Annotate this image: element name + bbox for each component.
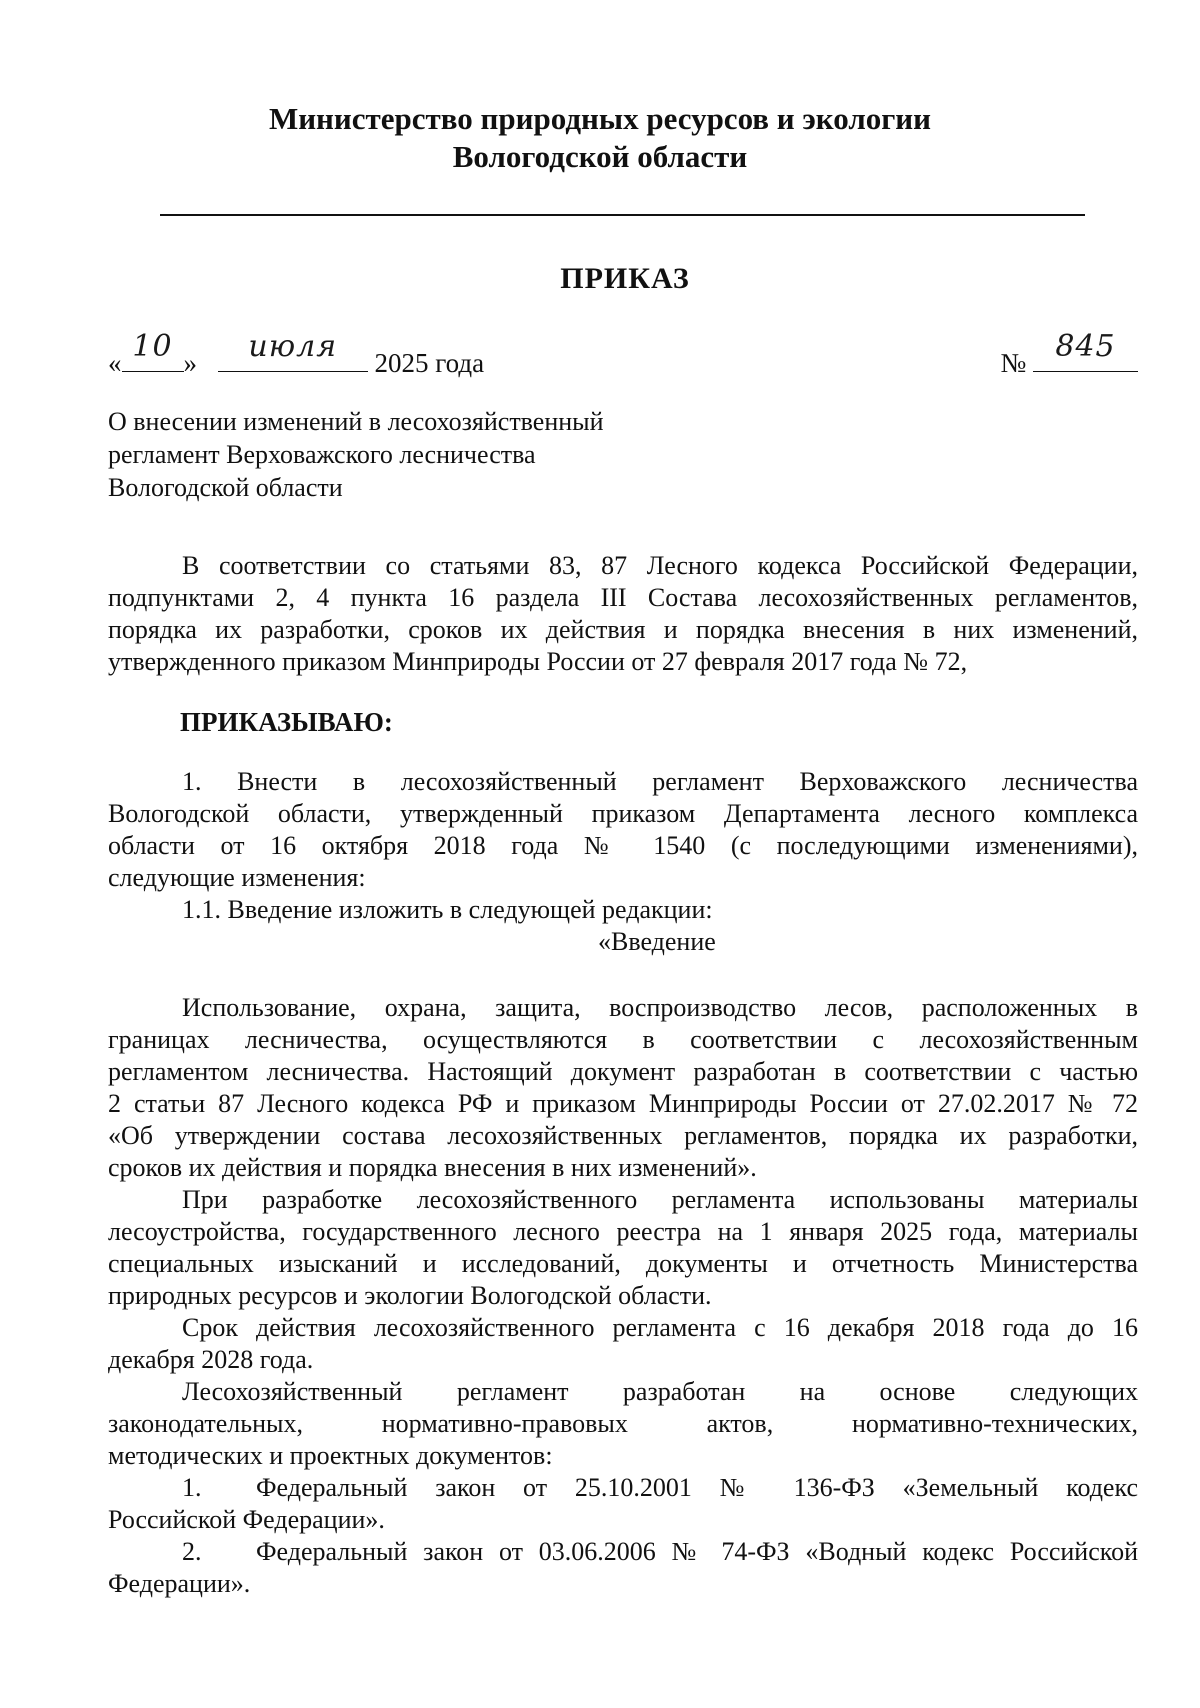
number-label: №: [1000, 348, 1027, 378]
list-item-2-first-line: [108, 1536, 1138, 1568]
list-item-1-first-line: [108, 1472, 1138, 1504]
paragraph-4-line-2: законодательных, нормативно-правовых актов, нормативно-технических,: [108, 1409, 1138, 1438]
document-title: ПРИКАЗ: [560, 262, 690, 295]
preamble-line-4: утвержденного приказом Минприроды России от 27 февраля 2017 года № 72,: [108, 647, 968, 676]
date-day-handwritten: 10: [132, 329, 173, 364]
date-day-blank: [122, 329, 184, 372]
subject-line-2: регламент Верховажского лесничества: [108, 440, 536, 469]
list-item-2-continuation: Федерации».: [108, 1569, 251, 1598]
item-1-line-1: 1. Внести в лесохозяйственный регламент Верховажского лесничества: [182, 767, 1138, 796]
paragraph-1-line-1: Использование, охрана, защита, воспроизводство лесов, расположенных в: [182, 993, 1138, 1022]
item-1-line-3: области от 16 октября 2018 года № 1540 (с последующими изменениями),: [108, 831, 1138, 860]
paragraph-4-line-1: Лесохозяйственный регламент разработан на основе следующих: [182, 1377, 1138, 1406]
item-1: [108, 766, 1138, 894]
subject-line-3: Вологодской области: [108, 473, 343, 502]
header-divider: [160, 214, 1085, 216]
paragraph-2-line-4: природных ресурсов и экологии Вологодской области.: [108, 1281, 712, 1310]
paragraph-1: [108, 992, 1138, 1184]
preamble-line-1: В соответствии со статьями 83, 87 Лесного кодекса Российской Федерации,: [182, 551, 1138, 580]
paragraph-3: [108, 1312, 1138, 1376]
preamble-line-3: порядка их разработки, сроков их действия и порядка внесения в них изменений,: [108, 615, 1138, 644]
item-1-1: 1.1. Введение изложить в следующей редакции:: [182, 895, 713, 924]
paragraph-1-line-2: границах лесничества, осуществляются в соответствии с лесохозяйственным: [108, 1025, 1138, 1054]
list-item-1-continuation: Российской Федерации».: [108, 1505, 385, 1534]
date-month-handwritten: июля: [248, 329, 338, 364]
paragraph-2-line-3: специальных изысканий и исследований, документы и отчетность Министерства: [108, 1249, 1138, 1278]
paragraph-1-line-6: сроков их действия и порядка внесения в них изменений».: [108, 1153, 757, 1182]
paragraph-1-line-3: регламентом лесничества. Настоящий документ разработан в соответствии с частью: [108, 1057, 1138, 1086]
paragraph-3-line-1: Срок действия лесохозяйственного регламента с 16 декабря 2018 года до 16: [182, 1313, 1138, 1342]
dateline: [108, 329, 1138, 380]
paragraph-2: [108, 1184, 1138, 1312]
list-item-2-text: Федеральный закон от 03.06.2006 № 74-ФЗ «Водный кодекс Российской: [256, 1537, 1138, 1566]
order-subject: [108, 405, 728, 504]
preamble-line-2: подпунктами 2, 4 пункта 16 раздела III Состава лесохозяйственных регламентов,: [108, 583, 1138, 612]
paragraph-1-line-4: 2 статьи 87 Лесного кодекса РФ и приказом Минприроды России от 27.02.2017 № 72: [108, 1089, 1138, 1118]
item-1-line-4: следующие изменения:: [108, 863, 366, 892]
order-date: [108, 329, 485, 379]
introduction-heading: «Введение: [598, 927, 716, 956]
ministry-name-line-1: Министерство природных ресурсов и экологии: [268, 101, 932, 136]
item-1-line-2: Вологодской области, утвержденный приказом Департамента лесного комплекса: [108, 799, 1138, 828]
date-open-quote: «: [108, 348, 122, 378]
paragraph-4-line-3: методических и проектных документов:: [108, 1441, 553, 1470]
date-close-quote: »: [183, 348, 197, 378]
paragraph-1-line-5: «Об утверждении состава лесохозяйственных регламентов, порядка их разработки,: [108, 1121, 1138, 1150]
paragraph-4: [108, 1376, 1138, 1472]
list-item: [108, 1536, 1138, 1600]
list-item-1-text: Федеральный закон от 25.10.2001 № 136-ФЗ «Земельный кодекс: [256, 1473, 1138, 1502]
list-item-1-number: 1.: [182, 1473, 202, 1502]
paragraph-2-line-2: лесоустройства, государственного лесного реестра на 1 января 2025 года, материалы: [108, 1217, 1138, 1246]
paragraph-3-line-2: декабря 2028 года.: [108, 1345, 314, 1374]
ministry-name-line-2: Вологодской области: [452, 139, 748, 174]
list-item: [108, 1472, 1138, 1536]
number-blank: [1033, 329, 1138, 372]
date-month-blank: [218, 329, 368, 372]
list-item-2-number: 2.: [182, 1537, 202, 1566]
order-number: [1000, 329, 1138, 379]
subject-line-1: О внесении изменений в лесохозяйственный: [108, 407, 604, 436]
document-body: [108, 550, 1138, 1600]
paragraph-2-line-1: При разработке лесохозяйственного регламента использованы материалы: [182, 1185, 1138, 1214]
spacer: [108, 958, 1138, 992]
ministry-header: [0, 100, 1200, 176]
order-directive: ПРИКАЗЫВАЮ:: [180, 707, 393, 737]
number-handwritten: 845: [1055, 329, 1116, 364]
date-year: 2025 года: [374, 348, 485, 378]
preamble: [108, 550, 1138, 678]
